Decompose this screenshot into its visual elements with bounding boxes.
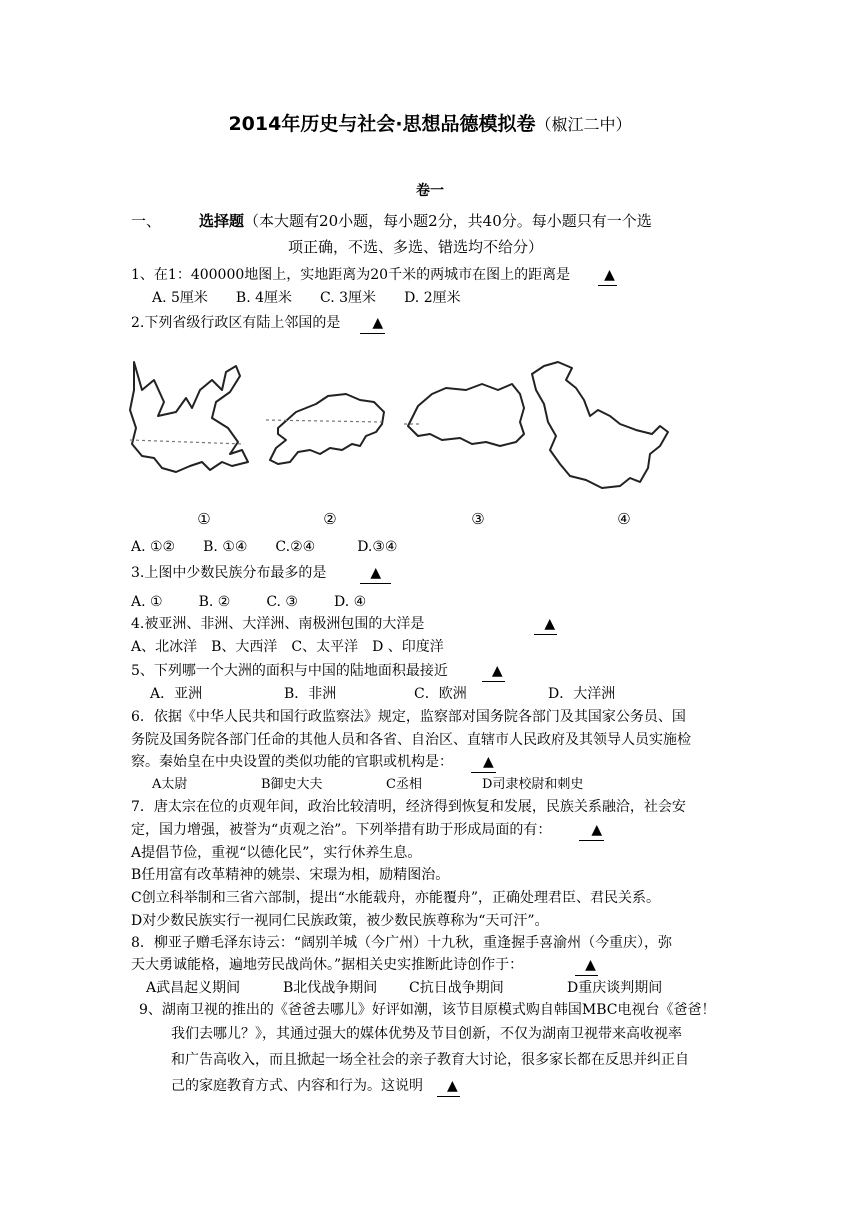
option-c: C创立科举制和三省六部制，提出“水能载舟，亦能覆舟”，正确处理君臣、君民关系。 <box>131 890 661 906</box>
option-b: B任用富有改革精神的姚崇、宋璟为相，励精图治。 <box>131 867 450 883</box>
province-outline-3 <box>408 384 524 446</box>
option-c: C. ③ <box>266 594 298 610</box>
question-7-line-1: 7．唐太宗在位的贞观年间，政治比较清明，经济得到恢复和发展，民族关系融洽，社会安 <box>131 799 686 815</box>
answer-blank: ▲ <box>575 955 598 976</box>
answer-blank: ▲ <box>360 313 385 334</box>
question-2-text: 2.下列省级行政区有陆上邻国的是 <box>131 315 341 331</box>
option-b: B北伐战争期间 <box>283 980 378 996</box>
map-label-1: ① <box>197 510 211 528</box>
question-6-options <box>152 775 583 795</box>
province-outlines <box>120 350 680 532</box>
map-label-4: ④ <box>617 510 631 528</box>
question-3-options <box>131 592 394 612</box>
question-4-options: A、北冰洋 B、大西洋 C、太平洋 D 、印度洋 <box>131 639 444 655</box>
option-d: D. ④ <box>333 594 367 610</box>
answer-blank: ▲ <box>360 563 391 584</box>
question-2 <box>131 313 385 334</box>
question-4 <box>131 614 557 635</box>
question-6-line-1: 6．依据《中华人民共和国行政监察法》规定，监察部对国务院各部门及其国家公务员、国 <box>131 709 686 725</box>
option-d: D.③④ <box>357 539 398 555</box>
question-8-line-2 <box>131 955 598 976</box>
title-school: （椒江二中） <box>535 115 632 134</box>
question-8-text: 天大勇诚能格，遍地劳民战尚休。”据相关史实推断此诗创作于： <box>131 957 524 973</box>
province-outline-4 <box>532 362 668 488</box>
page-title <box>0 111 860 138</box>
question-5-options <box>150 684 615 704</box>
option-b: B御史大夫 <box>261 777 323 792</box>
option-a: A. 5厘米 <box>152 290 208 306</box>
option-c: C抗日战争期间 <box>409 980 504 996</box>
answer-blank: ▲ <box>482 661 505 682</box>
question-3-text: 3.上图中少数民族分布最多的是 <box>131 565 327 581</box>
section-instructions-1: （本大题有20小题，每小题2分，共40分。每小题只有一个选 <box>244 212 652 230</box>
option-d: D. 2厘米 <box>404 290 461 306</box>
section-number: 一、 <box>131 212 162 230</box>
option-d: D对少数民族实行一视同仁民族政策，被少数民族尊称为“天可汗”。 <box>131 913 549 929</box>
option-a: A. ① <box>131 594 163 610</box>
question-5-text: 5、下列哪一个大洲的面积与中国的陆地面积最接近 <box>131 663 448 679</box>
question-7-text: 定，国力增强，被誉为“贞观之治”。下列举措有助于形成局面的有： <box>131 822 552 838</box>
option-a: A武昌起义期间 <box>146 980 241 996</box>
option-d: D．大洋洲 <box>548 686 616 702</box>
map-label-2: ② <box>323 510 337 528</box>
option-b: B. ①④ <box>203 539 248 555</box>
option-c: C．欧洲 <box>414 686 467 702</box>
question-1 <box>131 265 617 286</box>
question-7-line-2 <box>131 820 604 841</box>
question-3 <box>131 563 391 584</box>
question-5 <box>131 661 505 682</box>
question-9-line-4 <box>171 1076 460 1097</box>
option-b: B．非洲 <box>284 686 337 702</box>
question-6-line-3 <box>131 752 496 773</box>
latitude-line <box>130 440 244 444</box>
question-8-line-1: 8．柳亚子赠毛泽东诗云：“阔别羊城（今广州）十九秋，重逢握手喜渝州（今重庆），弥 <box>131 935 673 951</box>
option-b: B. 4厘米 <box>235 290 293 306</box>
province-outline-1 <box>130 362 248 472</box>
option-d: D司隶校尉和刺史 <box>482 777 584 792</box>
option-a: A提倡节俭，重视“以德化民”，实行休养生息。 <box>131 845 422 861</box>
section-heading: 选择题 <box>199 212 245 230</box>
question-6-line-2: 务院及国务院各部门任命的其他人员和各省、自治区、直辖市人民政府及其领导人员实施检 <box>131 732 691 748</box>
question-1-text: 1、在1：400000地图上，实地距离为20千米的两城市在图上的距离是 <box>131 267 571 283</box>
province-outline-2 <box>270 394 384 464</box>
section-instructions-2: 项正确，不选、多选、错选均不给分） <box>288 238 544 256</box>
title-main: 2014年历史与社会·思想品德模拟卷 <box>228 113 536 135</box>
province-maps-figure <box>120 350 680 532</box>
answer-blank: ▲ <box>471 752 496 773</box>
option-d: D重庆谈判期间 <box>567 980 663 996</box>
question-9-line-3: 和广告高收入，而且掀起一场全社会的亲子教育大讨论，很多家长都在反思并纠正自 <box>171 1052 689 1068</box>
question-9-line-2: 我们去哪儿？》，其通过强大的媒体优势及节目创新，不仅为湖南卫视带来高收视率 <box>171 1026 682 1042</box>
option-a: A．亚洲 <box>150 686 203 702</box>
paper-section-label: 卷一 <box>416 183 444 199</box>
question-2-options <box>131 537 425 557</box>
map-label-3: ③ <box>471 510 485 528</box>
option-b: B. ② <box>198 594 231 610</box>
question-9-line-1: 9、湖南卫视的推出的《爸爸去哪儿》好评如潮，该节目原模式购自韩国MBC电视台《爸爸！ <box>139 1002 716 1018</box>
answer-blank: ▲ <box>534 614 557 635</box>
latitude-line <box>266 420 382 422</box>
option-c: C. 3厘米 <box>320 290 377 306</box>
question-4-text: 4.被亚洲、非洲、大洋洲、南极洲包围的大洋是 <box>131 616 425 632</box>
question-9-text: 己的家庭教育方式、内容和行为。这说明 <box>171 1078 423 1094</box>
answer-blank: ▲ <box>598 265 617 286</box>
option-c: C丞相 <box>386 777 422 792</box>
question-1-options <box>152 288 489 308</box>
question-6-text: 察。秦始皇在中央设置的类似功能的官职或机构是： <box>131 754 453 770</box>
option-a: A. ①② <box>131 539 176 555</box>
option-a: A太尉 <box>152 777 188 792</box>
question-8-options <box>146 978 662 998</box>
option-c: C.②④ <box>275 539 316 555</box>
answer-blank: ▲ <box>579 820 604 841</box>
section-heading-line <box>131 209 652 233</box>
answer-blank: ▲ <box>437 1076 460 1097</box>
